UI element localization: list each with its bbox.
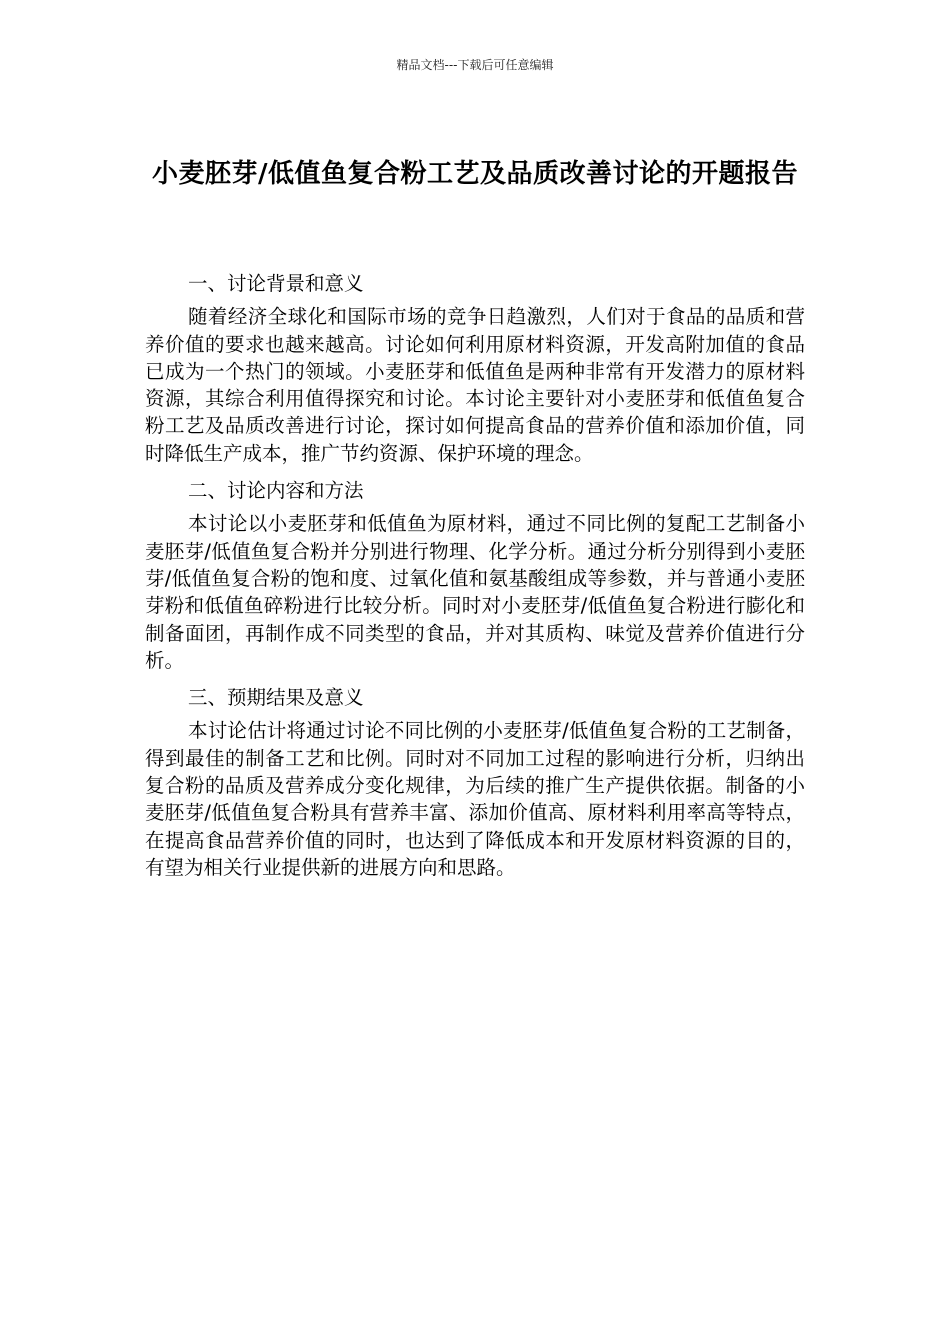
section-heading: 二、讨论内容和方法: [188, 479, 364, 503]
section-heading: 一、讨论背景和意义: [188, 272, 364, 295]
section-heading: 三、预期结果及意义: [188, 686, 364, 710]
section-paragraph: 本讨论估计将通过讨论不同比例的小麦胚芽/低值鱼复合粉的工艺制备，得到最佳的制备工艺和比例。同时对不同加工过程的影响进行分析，归纳出复合粉的品质及营养成分变化规律，为后续的推广生产提供依据。制备的小麦胚芽/低值鱼复合粉具有营养丰富、添加价值高、原材料利用率高等特点，在提高食品营养价值的同时，也达到了降低成本和开发原材料资源的目的，有望为相关行业提供新的进展方向和思路。: [145, 719, 805, 879]
header-note: 精品文档---下载后可任意编辑: [396, 58, 554, 72]
document-title: 小麦胚芽/低值鱼复合粉工艺及品质改善讨论的开题报告: [152, 159, 798, 190]
section-content-methods: [145, 477, 805, 674]
section-background: [145, 270, 805, 467]
section-expected-results: [145, 684, 805, 881]
document-body: [145, 270, 805, 891]
section-paragraph: 随着经济全球化和国际市场的竞争日趋激烈，人们对于食品的品质和营养价值的要求也越来越高。讨论如何利用原材料资源，开发高附加值的食品已成为一个热门的领域。小麦胚芽和低值鱼是两种非常有开发潜力的原材料资源，其综合利用值得探究和讨论。本讨论主要针对小麦胚芽和低值鱼复合粉工艺及品质改善进行讨论，探讨如何提高食品的营养价值和添加价值，同时降低生产成本，推广节约资源、保护环境的理念。: [145, 305, 805, 465]
section-paragraph: 本讨论以小麦胚芽和低值鱼为原材料，通过不同比例的复配工艺制备小麦胚芽/低值鱼复合粉并分别进行物理、化学分析。通过分析分别得到小麦胚芽/低值鱼复合粉的饱和度、过氧化值和氨基酸组成等参数，并与普通小麦胚芽粉和低值鱼碎粉进行比较分析。同时对小麦胚芽/低值鱼复合粉进行膨化和制备面团，再制作成不同类型的食品，并对其质构、味觉及营养价值进行分析。: [145, 512, 805, 672]
